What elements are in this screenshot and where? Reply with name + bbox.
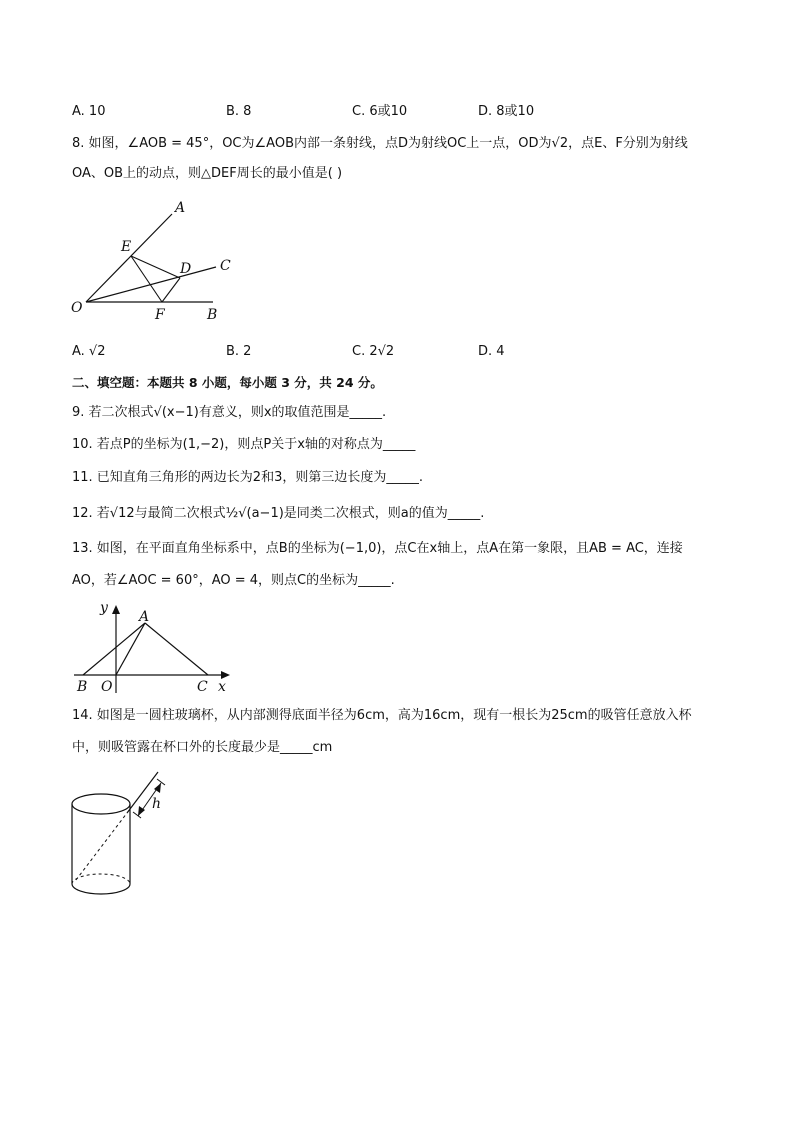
q8-text-line1: 8. 如图，∠AOB = 45°，OC为∠AOB内部一条射线，点D为射线OC上一点，OD为√2，点E、F分别为射线 bbox=[72, 136, 688, 151]
q7-option-a: A. 10 bbox=[72, 104, 106, 119]
q8-angle-figure bbox=[66, 196, 236, 324]
q14-text-line2: 中，则吸管露在杯口外的长度最少是_____cm bbox=[72, 740, 333, 755]
q11-text: 11. 已知直角三角形的两边长为2和3，则第三边长度为_____. bbox=[72, 470, 423, 485]
q12-text: 12. 若√12与最简二次根式½√(a−1)是同类二次根式，则a的值为_____. bbox=[72, 506, 485, 521]
q14-label-h: h bbox=[152, 796, 162, 812]
q7-option-d: D. 8或10 bbox=[478, 104, 535, 119]
q13-label-b: B bbox=[77, 679, 88, 695]
q13-label-o: O bbox=[101, 679, 113, 695]
q10-text: 10. 若点P的坐标为(1,−2)，则点P关于x轴的对称点为_____ bbox=[72, 437, 416, 452]
q8-option-c: C. 2√2 bbox=[352, 344, 395, 359]
q13-text-line1: 13. 如图，在平面直角坐标系中，点B的坐标为(−1,0)，点C在x轴上，点A在第一象限，且AB = AC，连接 bbox=[72, 541, 683, 556]
q8-label-c: C bbox=[220, 258, 231, 274]
q14-text-line1: 14. 如图是一圆柱玻璃杯，从内部测得底面半径为6cm，高为16cm，现有一根长为25cm的吸管任意放入杯 bbox=[72, 708, 692, 723]
section-heading: 二、填空题：本题共 8 小题，每小题 3 分，共 24 分。 bbox=[72, 375, 383, 390]
q8-label-a: A bbox=[175, 200, 186, 216]
q7-option-c: C. 6或10 bbox=[352, 104, 408, 119]
q13-label-y: y bbox=[100, 600, 108, 616]
q8-text-line2: OA、OB上的动点，则△DEF周长的最小值是( ) bbox=[72, 166, 343, 181]
q9-text: 9. 若二次根式√(x−1)有意义，则x的取值范围是_____. bbox=[72, 405, 387, 420]
q8-label-e: E bbox=[121, 239, 132, 255]
q8-label-o: O bbox=[71, 300, 83, 316]
q7-option-b: B. 8 bbox=[226, 104, 252, 119]
q8-option-b: B. 2 bbox=[226, 344, 252, 359]
q13-text-line2: AO，若∠AOC = 60°，AO = 4，则点C的坐标为_____. bbox=[72, 573, 395, 588]
q14-cylinder-figure bbox=[66, 770, 176, 902]
q8-label-f: F bbox=[155, 307, 165, 323]
q13-label-c: C bbox=[197, 679, 208, 695]
q8-option-d: D. 4 bbox=[478, 344, 505, 359]
q13-coordinate-figure bbox=[70, 596, 235, 696]
q8-label-d: D bbox=[180, 261, 192, 277]
q13-label-a: A bbox=[139, 609, 150, 625]
q8-option-a: A. √2 bbox=[72, 344, 106, 359]
q8-label-b: B bbox=[207, 307, 218, 323]
q13-label-x: x bbox=[218, 679, 226, 695]
